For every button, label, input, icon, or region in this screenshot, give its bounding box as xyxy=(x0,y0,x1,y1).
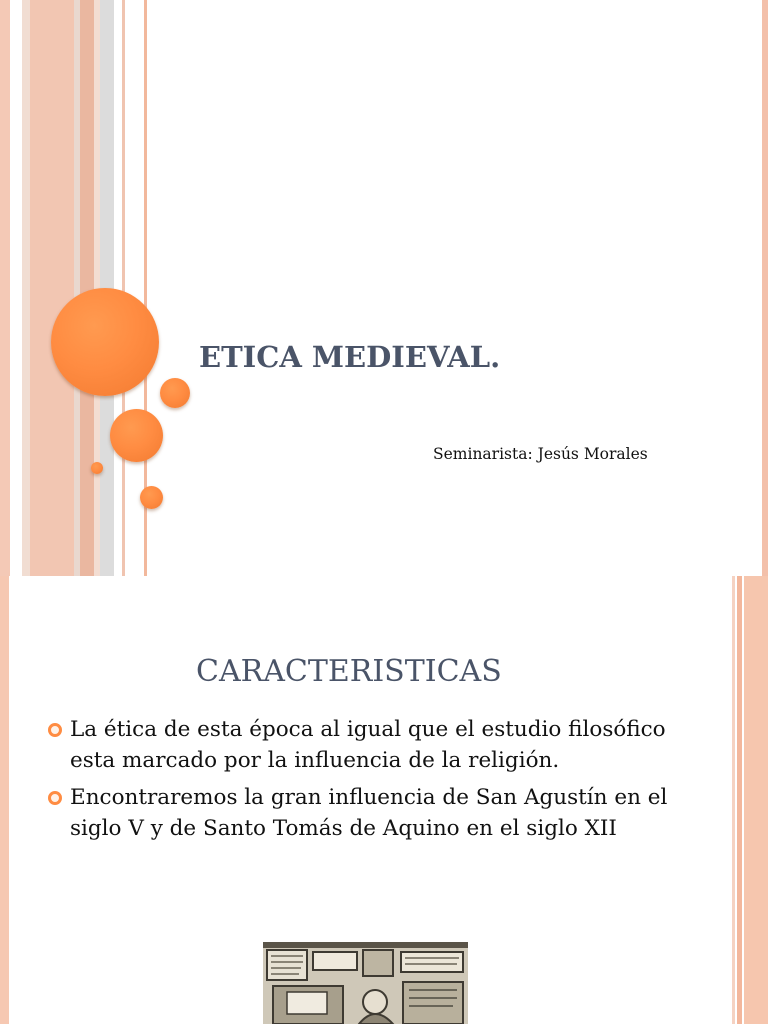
edge-stripe-left xyxy=(0,0,10,576)
slide-title-text: ETICA MEDIEVAL. xyxy=(199,340,501,374)
medieval-engraving-image xyxy=(263,942,468,1024)
bullet-text: Encontraremos la gran influencia de San Agustín en el siglo V y de Santo Tomás de Aquino en el siglo XII xyxy=(70,785,668,841)
large-circle-decoration xyxy=(51,288,159,396)
bullet-ring-icon xyxy=(48,723,62,737)
list-item xyxy=(44,714,684,776)
slide-heading: CARACTERISTICAS xyxy=(196,654,502,689)
vertical-stripes-decoration xyxy=(22,0,148,576)
bullet-ring-icon xyxy=(48,791,62,805)
small-circle-decoration xyxy=(160,378,190,408)
bullet-text: La ética de esta época al igual que el estudio filosófico esta marcado por la influencia de la religión. xyxy=(70,717,666,773)
edge-stripe-right xyxy=(762,0,768,576)
medium-circle-decoration xyxy=(110,409,163,462)
slide-subtitle-text: Seminarista: Jesús Morales xyxy=(433,445,648,463)
small-circle-decoration-2 xyxy=(140,486,163,509)
edge-stripe-left xyxy=(0,576,9,1024)
bullet-list xyxy=(44,714,684,850)
slide-content xyxy=(0,576,768,1024)
tiny-circle-decoration xyxy=(91,462,103,474)
list-item xyxy=(44,782,684,844)
edge-stripes-right xyxy=(732,576,768,1024)
